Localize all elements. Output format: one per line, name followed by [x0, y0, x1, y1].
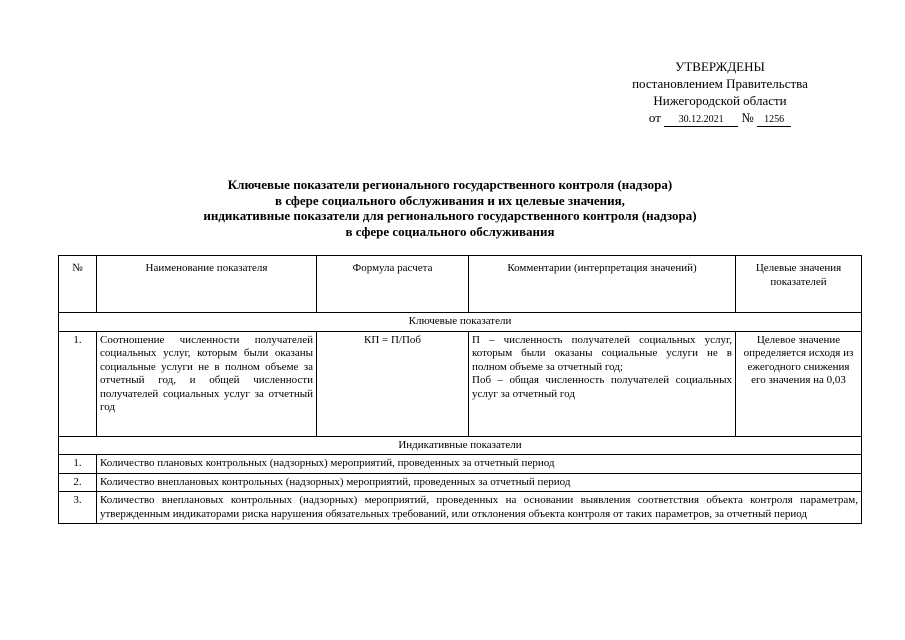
approval-date-number — [600, 109, 840, 127]
table-row — [59, 473, 862, 492]
approval-region: Нижегородской области — [653, 93, 787, 108]
row-name: Соотношение численности получателей социальных услуг, которым были оказаны социальные услуги не в полном объеме за отчетный год, и общей численности получателей социальных услуг за отчетный год — [97, 331, 317, 436]
section-indicative-label: Индикативные показатели — [59, 436, 862, 455]
header-num: № — [59, 256, 97, 313]
title-line-4: в сфере социального обслуживания — [345, 223, 555, 239]
section-row-key — [59, 313, 862, 332]
document-title — [100, 177, 800, 239]
table-header-row — [59, 256, 862, 313]
row-formula: КП = П/Поб — [317, 331, 469, 436]
header-comment: Комментарии (интерпретация значений) — [469, 256, 736, 313]
approval-block — [600, 58, 840, 127]
row-num: 1. — [59, 331, 97, 436]
row-num: 2. — [59, 473, 97, 492]
row-comment — [469, 331, 736, 436]
table-row — [59, 492, 862, 524]
title-line-3: индикативные показатели для регионального государственного контроля (надзора) — [203, 208, 697, 223]
number-prefix: № — [741, 110, 754, 125]
header-name: Наименование показателя — [97, 256, 317, 313]
section-key-label: Ключевые показатели — [59, 313, 862, 332]
row-target: Целевое значение определяется исходя из ежегодного снижения его значения на 0,03 — [736, 331, 862, 436]
row-comment-part-2: Поб – общая численность получателей социальных услуг за отчетный год — [472, 374, 732, 400]
header-target: Целевые значения показателей — [736, 256, 862, 313]
approval-decree: постановлением Правительства — [632, 76, 808, 91]
table-row — [59, 331, 862, 436]
title-line-2: в сфере социального обслуживания и их целевые значения, — [275, 192, 625, 208]
row-text: Количество внеплановых контрольных (надзорных) мероприятий, проведенных на основании выявления соответствия объекта контроля параметрам, утвержденным индикаторами риска нарушения обязательных требований, или отклонения объекта контроля от таких параметров, за отчетный период — [97, 492, 862, 524]
row-comment-part-1: П – численность получателей социальных услуг, которым были оказаны социальные услуги не в полном объеме за отчетный год; — [472, 333, 732, 373]
row-text: Количество плановых контрольных (надзорных) мероприятий, проведенных за отчетный период — [97, 455, 862, 474]
approval-date: 30.12.2021 — [664, 114, 738, 127]
approval-number: 1256 — [757, 114, 791, 127]
indicators-table — [58, 255, 862, 524]
row-num: 1. — [59, 455, 97, 474]
row-text: Количество внеплановых контрольных (надзорных) мероприятий, проведенных за отчетный период — [97, 473, 862, 492]
row-num: 3. — [59, 492, 97, 524]
section-row-indicative — [59, 436, 862, 455]
header-formula: Формула расчета — [317, 256, 469, 313]
table-row — [59, 455, 862, 474]
approval-heading: УТВЕРЖДЕНЫ — [675, 59, 765, 74]
date-prefix: от — [648, 110, 661, 125]
title-line-1: Ключевые показатели регионального государственного контроля (надзора) — [227, 177, 673, 192]
